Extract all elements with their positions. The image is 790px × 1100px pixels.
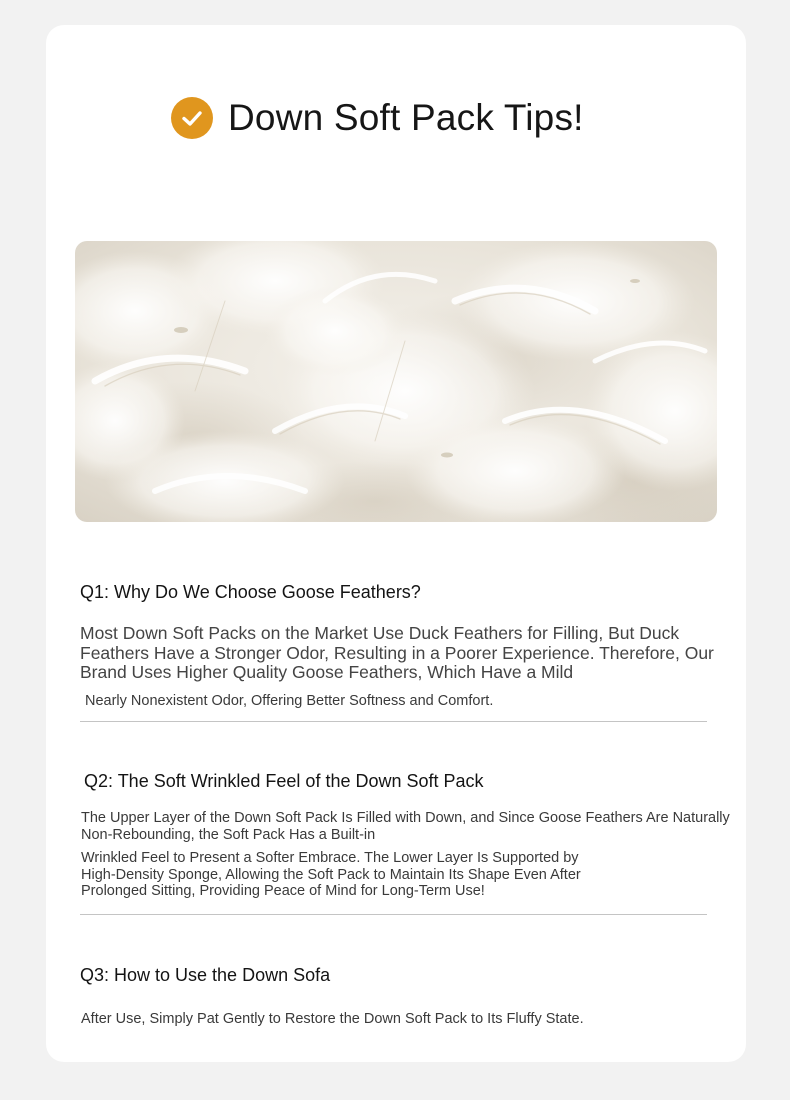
faq-2-answer-part1: The Upper Layer of the Down Soft Pack Is Filled with Down, and Since Goose Feathers Are Naturally Non-Rebounding, the Soft Pack Has a Built-in xyxy=(81,810,730,843)
feathers-image xyxy=(75,241,717,522)
page-title: Down Soft Pack Tips! xyxy=(228,97,584,138)
faq-3-answer: After Use, Simply Pat Gently to Restore the Down Soft Pack to Its Fluffy State. xyxy=(81,1011,584,1027)
faq-2-answer-part2: Wrinkled Feel to Present a Softer Embrace. The Lower Layer Is Supported by High-Density Sponge, Allowing the Soft Pack to Maintain Its Shape Even After Prolonged Sitting, Providing Peace of Mind for Long-Term Use! xyxy=(81,850,581,899)
faq-3-question: Q3: How to Use the Down Sofa xyxy=(80,965,331,985)
check-circle-icon xyxy=(171,97,213,139)
divider xyxy=(80,721,707,722)
faq-1-question: Q1: Why Do We Choose Goose Feathers? xyxy=(80,582,421,602)
faq-2-question: Q2: The Soft Wrinkled Feel of the Down Soft Pack xyxy=(84,771,484,791)
faq-1-answer: Most Down Soft Packs on the Market Use Duck Feathers for Filling, But Duck Feathers Have a Stronger Odor, Resulting in a Poorer Experience. Therefore, Our Brand Uses Higher Quality Goose Feathers, Which Have a Mild xyxy=(80,623,714,682)
faq-1-answer-continued: Nearly Nonexistent Odor, Offering Better Softness and Comfort. xyxy=(85,693,494,709)
content-card xyxy=(46,25,746,1062)
title-row xyxy=(171,97,584,139)
divider xyxy=(80,914,707,915)
